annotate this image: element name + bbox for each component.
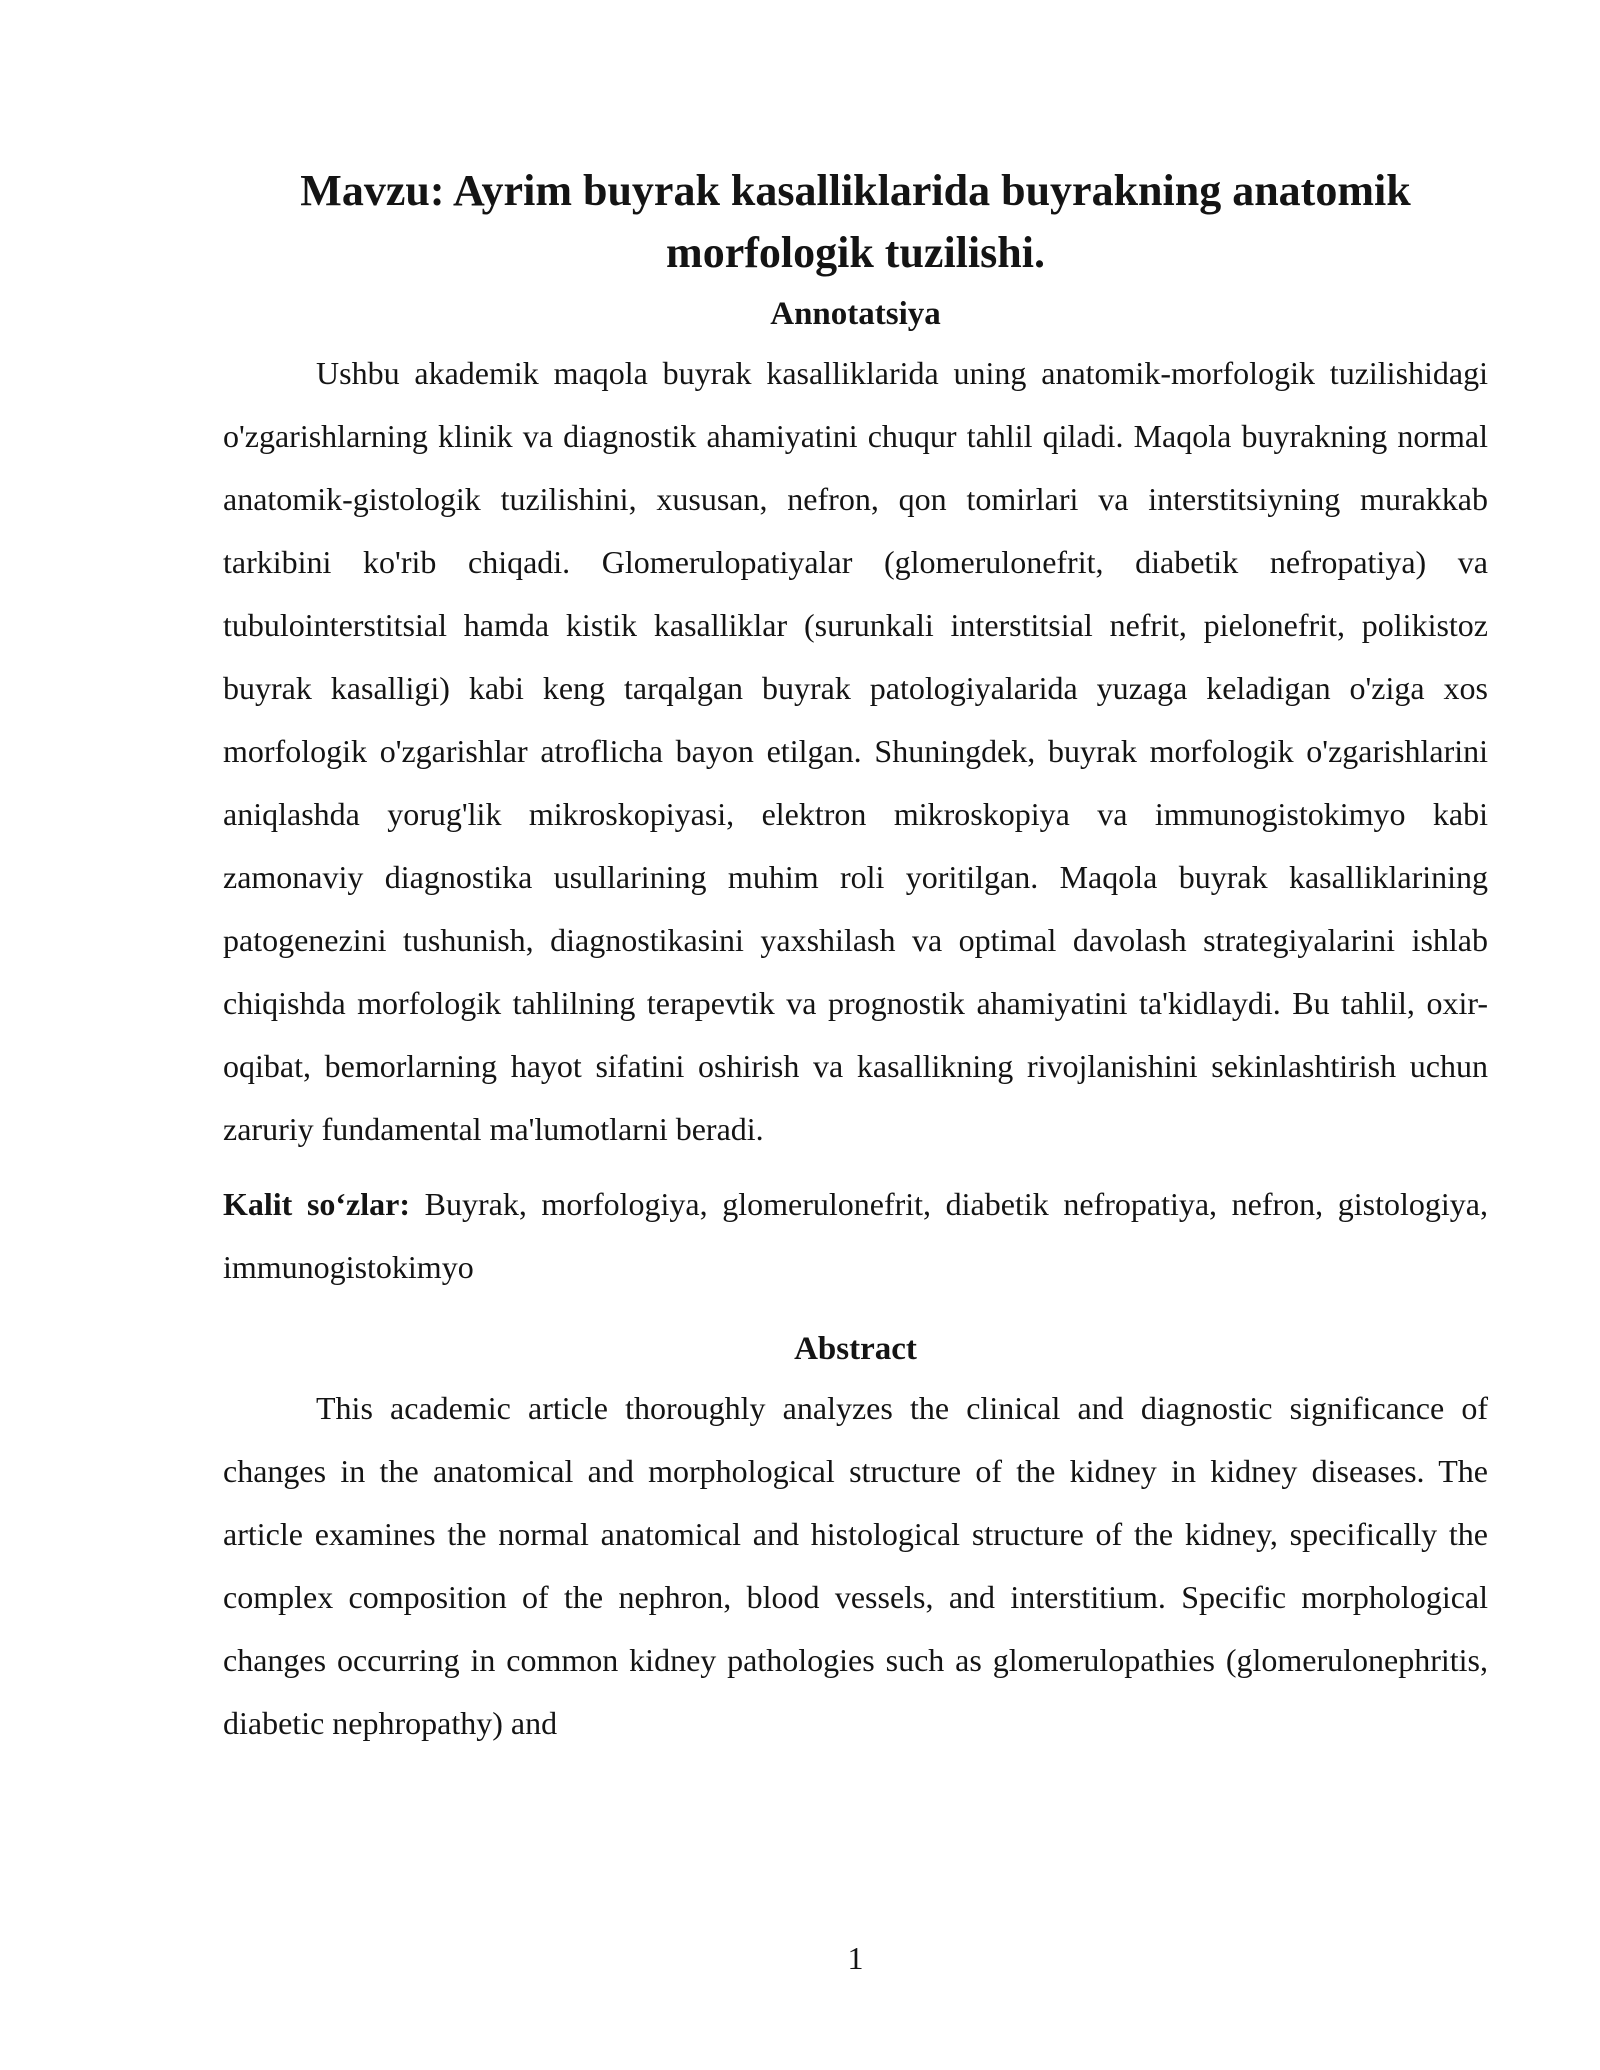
page-number: 1 xyxy=(847,1940,864,1976)
annotation-paragraph: Ushbu akademik maqola buyrak kasalliklarida uning anatomik-morfologik tuzilishidagi o'zgarishlarning klinik va diagnostik ahamiyatini chuqur tahlil qiladi. Maqola buyrakning normal anatomik-gistologik tuzilishini, xususan, nefron, qon tomirlari va interstitsiyning murakkab tarkibini ko'rib chiqadi. Glomerulopatiyalar (glomerulonefrit, diabetik nefropatiya) va tubulointerstitsial hamda kistik kasalliklar (surunkali interstitsial nefrit, pielonefrit, polikistoz buyrak kasalligi) kabi keng tarqalgan buyrak patologiyalarida yuzaga keladigan o'ziga xos morfologik o'zgarishlar atroflicha bayon etilgan. Shuningdek, buyrak morfologik o'zgarishlarini aniqlashda yorug'lik mikroskopiyasi, elektron mikroskopiya va immunogistokimyo kabi zamonaviy diagnostika usullarining muhim roli yoritilgan. Maqola buyrak kasalliklarining patogenezini tushunish, diagnostikasini yaxshilash va optimal davolash strategiyalarini ishlab chiqishda morfologik tahlilning terapevtik va prognostik ahamiyatini ta'kidlaydi. Bu tahlil, oxir-oqibat, bemorlarning hayot sifatini oshirish va kasallikning rivojlanishini sekinlashtirish uchun zaruriy fundamental ma'lumotlarni beradi. xyxy=(223,355,1488,1147)
abstract-heading: Abstract xyxy=(794,1331,917,1367)
abstract-paragraph: This academic article thoroughly analyzes the clinical and diagnostic significance of changes in the anatomical and morphological structure of the kidney in kidney diseases. The article examines the normal anatomical and histological structure of the kidney, specifically the complex composition of the nephron, blood vessels, and interstitium. Specific morphological changes occurring in common kidney pathologies such as glomerulopathies (glomerulonephritis, diabetic nephropathy) and xyxy=(223,1390,1488,1741)
keywords-label: Kalit so‘zlar: xyxy=(223,1186,410,1222)
annotation-heading: Annotatsiya xyxy=(770,296,941,332)
keywords-text: Buyrak, morfologiya, glomerulonefrit, diabetik nefropatiya, nefron, gistologiya, immunogistokimyo xyxy=(223,1186,1488,1285)
document-page xyxy=(223,160,1488,1755)
document-title: Mavzu: Ayrim buyrak kasalliklarida buyrakning anatomik morfologik tuzilishi. xyxy=(300,166,1411,277)
keywords-paragraph xyxy=(223,1173,1488,1299)
